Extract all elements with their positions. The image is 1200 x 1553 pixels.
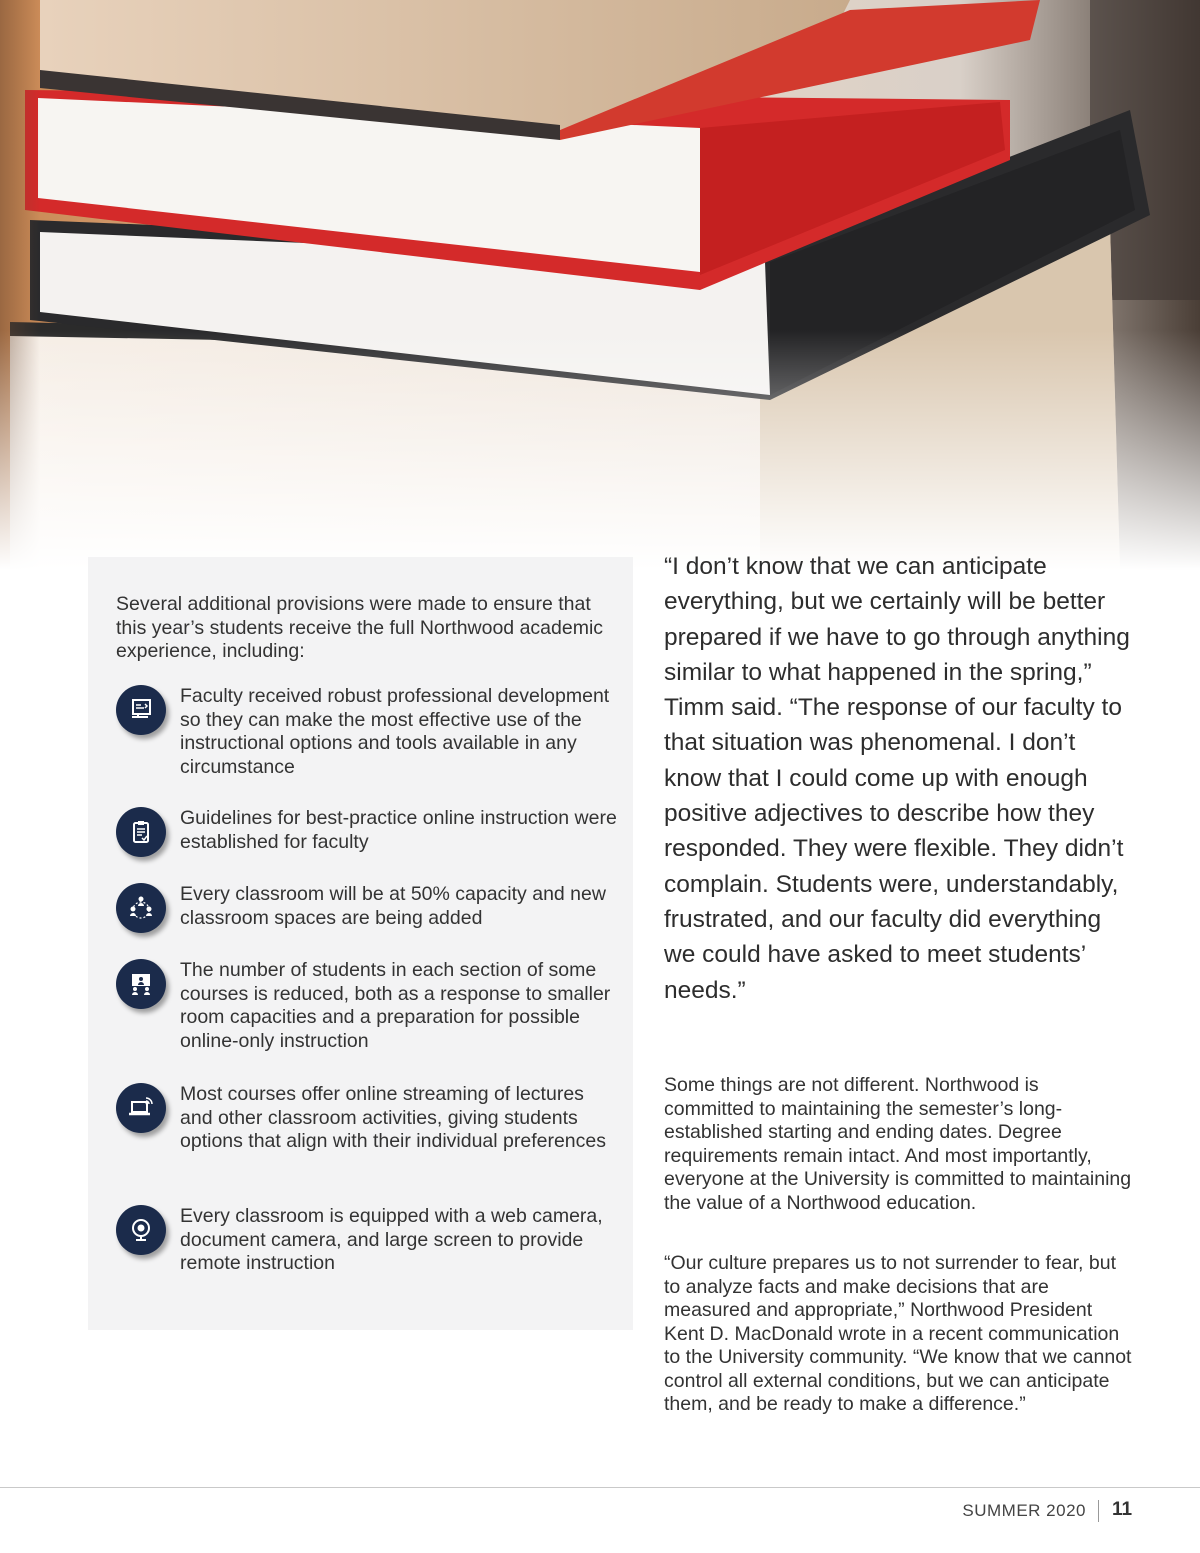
footer-divider <box>0 1487 1200 1488</box>
page-number: 11 <box>1112 1499 1133 1520</box>
issue-label: SUMMER 2020 <box>962 1501 1086 1520</box>
clipboard-checklist-icon <box>116 807 166 857</box>
body-paragraph: Some things are not different. Northwood is committed to maintaining the semester’s long-established starting and ending dates. Degree requirements remain intact. And most importantly, everyone at the University is committed to maintaining the value of a Northwood education. <box>664 1074 1132 1214</box>
body-paragraph: “Our culture prepares us to not surrender to fear, but to analyze facts and make decisions that are measured and appropriate,” Northwood President Kent D. MacDonald wrote in a recent communication to the University community. “We know that we cannot control all external conditions, but we can anticipate them, and be ready to make a difference.” <box>664 1252 1132 1415</box>
stack-of-books-photo <box>0 0 1200 570</box>
sidebar-intro: Several additional provisions were made to ensure that this year’s students receive the full Northwood academic experience, including: <box>116 593 604 662</box>
provision-text: Every classroom will be at 50% capacity and new classroom spaces are being added <box>180 883 606 929</box>
webcam-icon <box>116 1205 166 1255</box>
pull-quote: “I don’t know that we can anticipate everything, but we certainly will be better prepared if we have to go through anything similar to what happened in the spring,” Timm said. “The response of our faculty to that situation was phenomenal. I don’t know that I could come up with enough positive adjectives to describe how they responded. They were flexible. They didn’t complain. Students were, understandably, frustrated, and our faculty did everything we could have asked to meet students’ needs.” <box>664 553 1130 1004</box>
provision-text: Guidelines for best-practice online instruction were established for faculty <box>180 807 617 853</box>
footer-separator <box>1098 1500 1099 1522</box>
provisions-sidebar <box>88 557 633 1330</box>
provision-text: Faculty received robust professional development so they can make the most effective use of the instructional options and tools available in any circumstance <box>180 685 610 778</box>
hero-image <box>0 0 1200 570</box>
laptop-streaming-icon <box>116 1083 166 1133</box>
provision-text: Most courses offer online streaming of lectures and other classroom activities, giving students options that align with their individual preferences <box>180 1083 607 1152</box>
presentation-board-icon <box>116 685 166 735</box>
provision-text: The number of students in each section of some courses is reduced, both as a response to smaller room capacities and a preparation for possible online-only instruction <box>180 959 611 1052</box>
distanced-people-icon <box>116 883 166 933</box>
classroom-group-icon <box>116 959 166 1009</box>
provision-text: Every classroom is equipped with a web camera, document camera, and large screen to provide remote instruction <box>180 1205 603 1274</box>
